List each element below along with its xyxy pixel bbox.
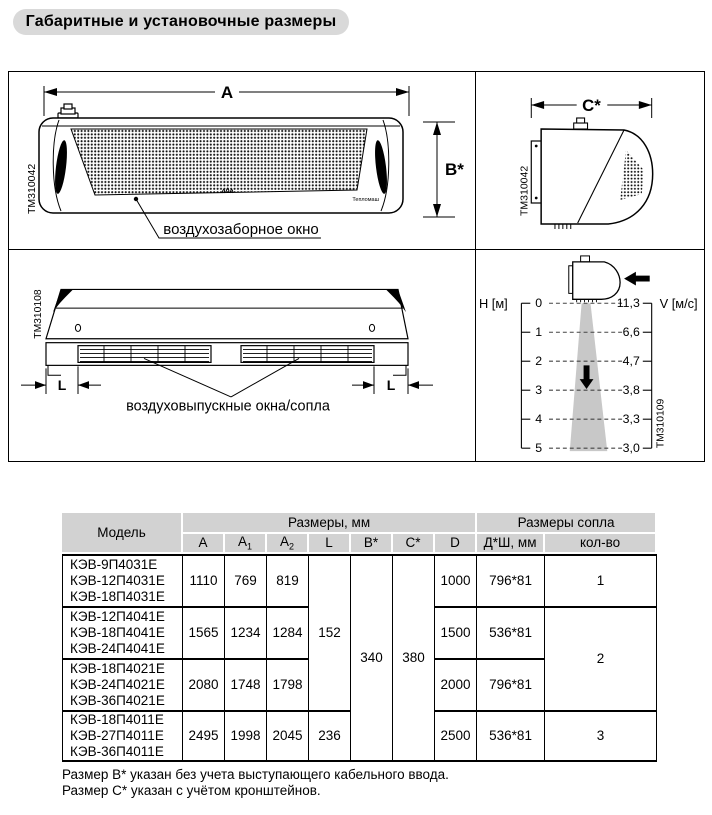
- velocity-value-labels: [617, 296, 640, 455]
- airflow-chart: [476, 250, 704, 461]
- cell-d: 2000: [435, 658, 477, 710]
- dim-b-label: B*: [445, 160, 464, 179]
- cell-a2: 1284: [267, 606, 309, 658]
- model-group-1: КЭВ-9П4031Е КЭВ-12П4031Е КЭВ-18П4031Е: [62, 554, 183, 606]
- bottom-view-drawing: [9, 250, 475, 461]
- air-intake-grille: [71, 129, 367, 195]
- bottom-view-panel: [9, 250, 476, 461]
- cell-count: 1: [545, 554, 657, 606]
- side-view-drawing: [476, 72, 704, 249]
- svg-text:4,7: 4,7: [622, 354, 640, 369]
- cell-d: 1000: [435, 554, 477, 606]
- device-body: [39, 118, 403, 213]
- cell-d: 1500: [435, 606, 477, 658]
- svg-text:0: 0: [535, 296, 543, 311]
- svg-text:3: 3: [535, 383, 543, 398]
- velocity-axis-label: V [м/с]: [659, 296, 698, 312]
- cell-l-merged: 152: [309, 554, 351, 710]
- drawing-code-bottom: ТМ310108: [32, 289, 45, 339]
- cell-a2: 819: [267, 554, 309, 606]
- intake-callout-label: воздухозаборное окно: [163, 221, 319, 238]
- cell-a: 1565: [183, 606, 225, 658]
- cell-l: 236: [309, 710, 351, 762]
- drawing-code-front: ТМ310042: [26, 163, 38, 214]
- page-title: [13, 9, 349, 35]
- header-col-b: B*: [351, 534, 393, 554]
- footnotes: [62, 767, 449, 799]
- cell-a1: 1998: [225, 710, 267, 762]
- cell-a2: 1798: [267, 658, 309, 710]
- header-col-d: D: [435, 534, 477, 554]
- table-row: [62, 554, 657, 606]
- dimension-drawings-box: [8, 71, 705, 462]
- cable-gland: [58, 104, 78, 118]
- header-col-c: C*: [393, 534, 435, 554]
- cell-count-merged: 2: [545, 606, 657, 710]
- cell-b-merged: 340: [351, 554, 393, 762]
- device-icon: [569, 256, 620, 302]
- brand-label: Тепломаш: [352, 197, 379, 203]
- cell-a: 2080: [183, 658, 225, 710]
- outlet-grille-right: [241, 346, 374, 363]
- height-tick-labels: [535, 296, 542, 455]
- model-group-3: КЭВ-18П4021Е КЭВ-24П4021Е КЭВ-36П4021Е: [62, 658, 183, 710]
- footnote-b: Размер B* указан без учета выступающего кабельного ввода.: [62, 767, 449, 782]
- footnote-c: Размер C* указан с учётом кронштейнов.: [62, 783, 321, 798]
- header-col-a: A: [183, 534, 225, 554]
- page-title-text: Габаритные и установочные размеры: [25, 13, 337, 30]
- svg-text:6,6: 6,6: [622, 325, 640, 340]
- svg-text:11,3: 11,3: [616, 296, 640, 311]
- cell-nozzle: 536*81: [477, 606, 545, 658]
- front-view-drawing: [9, 72, 475, 249]
- cell-a1: 1234: [225, 606, 267, 658]
- cell-a: 1110: [183, 554, 225, 606]
- cell-nozzle: 796*81: [477, 658, 545, 710]
- cell-c-merged: 380: [393, 554, 435, 762]
- cell-count: 3: [545, 710, 657, 762]
- cell-a1: 769: [225, 554, 267, 606]
- dim-l-right-label: L: [386, 377, 396, 393]
- drawing-code-side: ТМ310042: [519, 165, 531, 216]
- height-axis: [521, 303, 530, 448]
- cable-gland-side: [574, 118, 588, 129]
- dim-a-label: A: [220, 83, 234, 102]
- header-col-a2: $A_2$: [267, 534, 309, 554]
- dimensions-table: [62, 513, 657, 762]
- drawing-code-airflow: ТМ310109: [655, 398, 667, 449]
- model-group-2: КЭВ-12П4041Е КЭВ-18П4041Е КЭВ-24П4041Е: [62, 606, 183, 658]
- header-nozzle-group: Размеры сопла: [477, 513, 657, 534]
- header-model: Модель: [62, 513, 183, 554]
- svg-text:3,8: 3,8: [622, 383, 640, 398]
- header-col-nozzle-size: Д*Ш, мм: [477, 534, 545, 554]
- front-view-panel: [9, 72, 476, 250]
- dim-l-left-label: L: [57, 377, 67, 393]
- header-dimensions-group: Размеры, мм: [183, 513, 477, 534]
- svg-text:3,0: 3,0: [622, 441, 640, 456]
- header-col-nozzle-count: кол-во: [545, 534, 657, 554]
- outlet-grille-left: [78, 346, 211, 363]
- header-col-a1: $A_1$: [225, 534, 267, 554]
- air-intake-arrow-icon: [624, 272, 650, 286]
- svg-text:1: 1: [535, 325, 543, 340]
- height-axis-label: H [м]: [478, 296, 508, 312]
- svg-text:4: 4: [535, 412, 543, 427]
- cell-nozzle: 796*81: [477, 554, 545, 606]
- mounting-bracket: [531, 141, 541, 203]
- model-group-4: КЭВ-18П4011Е КЭВ-27П4011Е КЭВ-36П4011Е: [62, 710, 183, 762]
- velocity-axis: [643, 303, 652, 448]
- cell-d: 2500: [435, 710, 477, 762]
- cell-a2: 2045: [267, 710, 309, 762]
- airflow-chart-panel: [476, 250, 704, 461]
- cell-a: 2495: [183, 710, 225, 762]
- svg-text:2: 2: [535, 354, 543, 369]
- side-view-panel: [476, 72, 704, 250]
- cell-a1: 1748: [225, 658, 267, 710]
- header-col-l: L: [309, 534, 351, 554]
- dim-c-label: C*: [582, 95, 601, 116]
- svg-text:5: 5: [535, 441, 543, 456]
- outlet-callout-label: воздуховыпускные окна/сопла: [126, 398, 330, 415]
- svg-text:3,3: 3,3: [622, 412, 640, 427]
- cell-nozzle: 536*81: [477, 710, 545, 762]
- device-body-side: [541, 129, 653, 229]
